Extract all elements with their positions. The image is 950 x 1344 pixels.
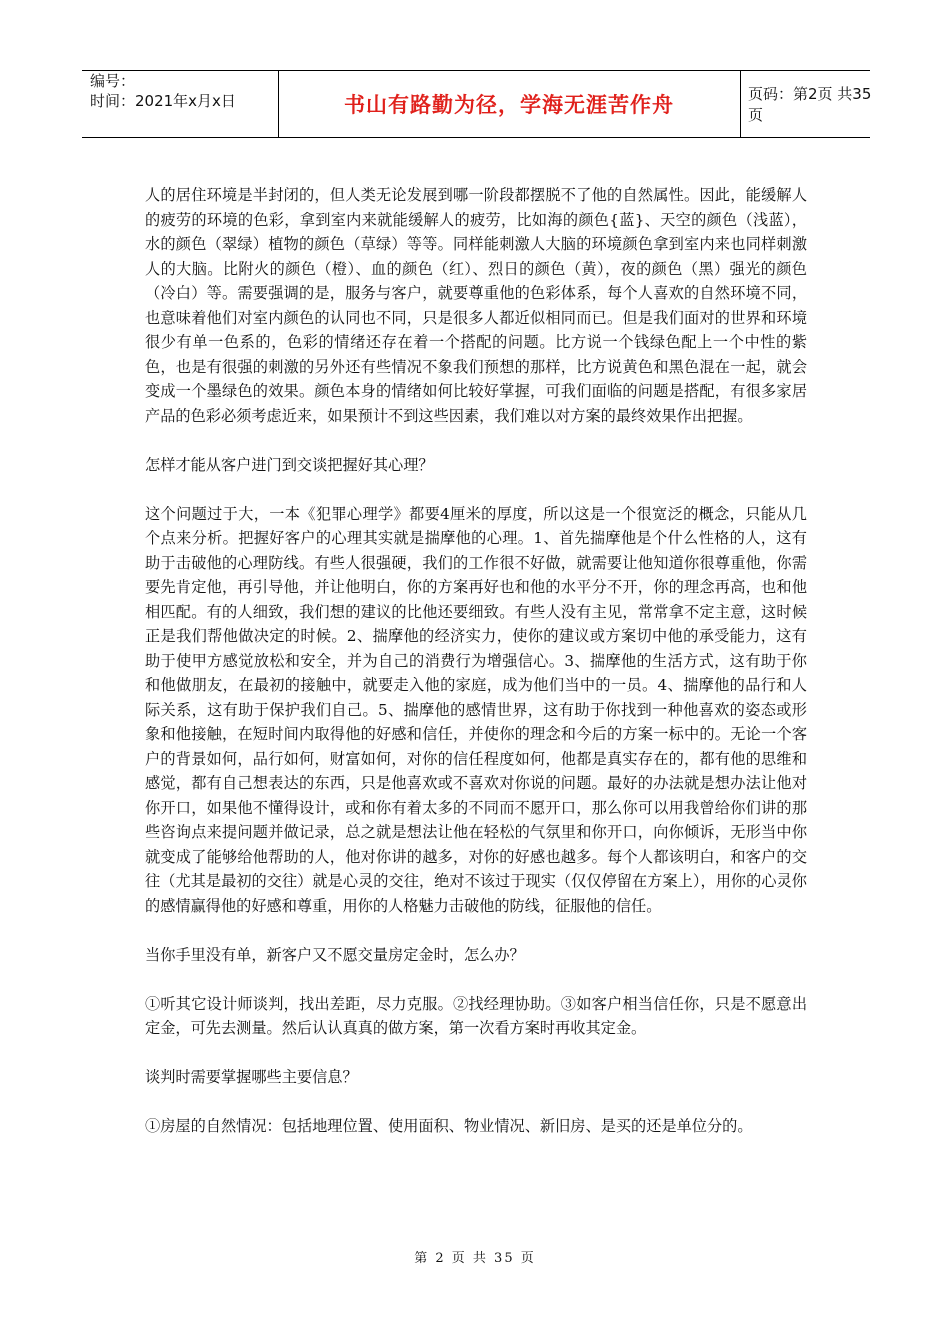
header-meta [82,71,279,137]
paragraph-customer-psychology: 这个问题过于大，一本《犯罪心理学》都要4厘米的厚度，所以这是一个很宽泛的概念，只能从几个点来分析。把握好客户的心理其实就是揣摩他的心理。1、首先揣摩他是个什么性格的人，这有助于击破他的心理防线。有些人很强硬，我们的工作很不好做，就需要让他知道你很尊重他，你需要先肯定他，再引导他，并让他明白，你的方案再好也和他的水平分不开，你的理念再高，也和他相匹配。有的人细致，我们想的建议的比他还要细致。有些人没有主见，常常拿不定主意，这时候正是我们帮他做决定的时候。2、揣摩他的经济实力，使你的建议或方案切中他的承受能力，这有助于使甲方感觉放松和安全，并为自己的消费行为增强信心。3、揣摩他的生活方式，这有助于你和他做朋友，在最初的接触中，就要走入他的家庭，成为他们当中的一员。4、揣摩他的品行和人际关系，这有助于保护我们自己。5、揣摩他的感情世界，这有助于你找到一种他喜欢的姿态或形象和他接触，在短时间内取得他的好感和信任，并使你的理念和今后的方案一标中的。无论一个客户的背景如何，品行如何，财富如何，对你的信任程度如何，他都是真实存在的，都有他的思维和感觉，都有自己想表达的东西，只是他喜欢或不喜欢对你说的问题。最好的办法就是想办法让他对你开口，如果他不懂得设计，或和你有着太多的不同而不愿开口，那么你可以用我曾给你们讲的那些咨询点来提问题并做记录，总之就是想法让他在轻松的气氛里和你开口，向你倾诉，无形当中你就变成了能够给他帮助的人，他对你讲的越多，对你的好感也越多。每个人都该明白，和客户的交往（尤其是最初的交往）就是心灵的交往，绝对不该过于现实（仅仅停留在方案上），用你的心灵你的感情赢得他的好感和尊重，用你的人格魅力击破他的防线，征服他的信任。 [145,504,807,915]
number-label: 编号： [90,72,136,90]
header-page-info: 页码：第2页 共35页 [748,85,872,124]
time-label: 时间：2021年x月x日 [90,92,236,110]
question-no-deposit: 当你手里没有单，新客户又不愿交量房定金时，怎么办？ [145,945,525,964]
page-header [82,70,870,138]
paragraph-house-info: ①房屋的自然情况：包括地理位置、使用面积、物业情况、新旧房、是买的还是单位分的。 [145,1117,753,1135]
question-customer-psychology: 怎样才能从客户进门到交谈把握好其心理？ [145,455,434,474]
motto: 书山有路勤为径，学海无涯苦作舟 [344,92,674,117]
page-footer: 第 2 页 共 35 页 [414,1251,536,1266]
question-negotiation-info: 谈判时需要掌握哪些主要信息？ [145,1068,358,1086]
header-motto-cell [278,71,741,137]
paragraph-no-deposit-answer: ①听其它设计师谈判，找出差距，尽力克服。②找经理协助。③如客户相当信任你，只是不愿意出定金，可先去测量。然后认认真真的做方案，第一次看方案时再收其定金。 [145,994,807,1037]
document-body [145,183,807,1139]
paragraph-color-environment: 人的居住环境是半封闭的，但人类无论发展到哪一阶段都摆脱不了他的自然属性。因此，能缓解人的疲劳的环境的色彩，拿到室内来就能缓解人的疲劳，比如海的颜色{蓝}、天空的颜色（浅蓝），水的颜色（翠绿）植物的颜色（草绿）等等。同样能刺激人大脑的环境颜色拿到室内来也同样刺激人的大脑。比附火的颜色（橙）、血的颜色（红）、烈日的颜色（黄），夜的颜色（黑）强光的颜色（冷白）等。需要强调的是，服务与客户，就要尊重他的色彩体系，每个人喜欢的自然环境不同，也意味着他们对室内颜色的认同也不同，只是很多人都近似相同而已。但是我们面对的世界和环境很少有单一色系的，色彩的情绪还存在着一个搭配的问题。比方说一个钱绿色配上一个中性的紫色，也是有很强的刺激的另外还有些情况不象我们预想的那样，比方说黄色和黑色混在一起，就会变成一个墨绿色的效果。颜色本身的情绪如何比较好掌握，可我们面临的问题是搭配，有很多家居产品的色彩必须考虑近来，如果预计不到这些因素，我们难以对方案的最终效果作出把握。 [145,186,807,425]
